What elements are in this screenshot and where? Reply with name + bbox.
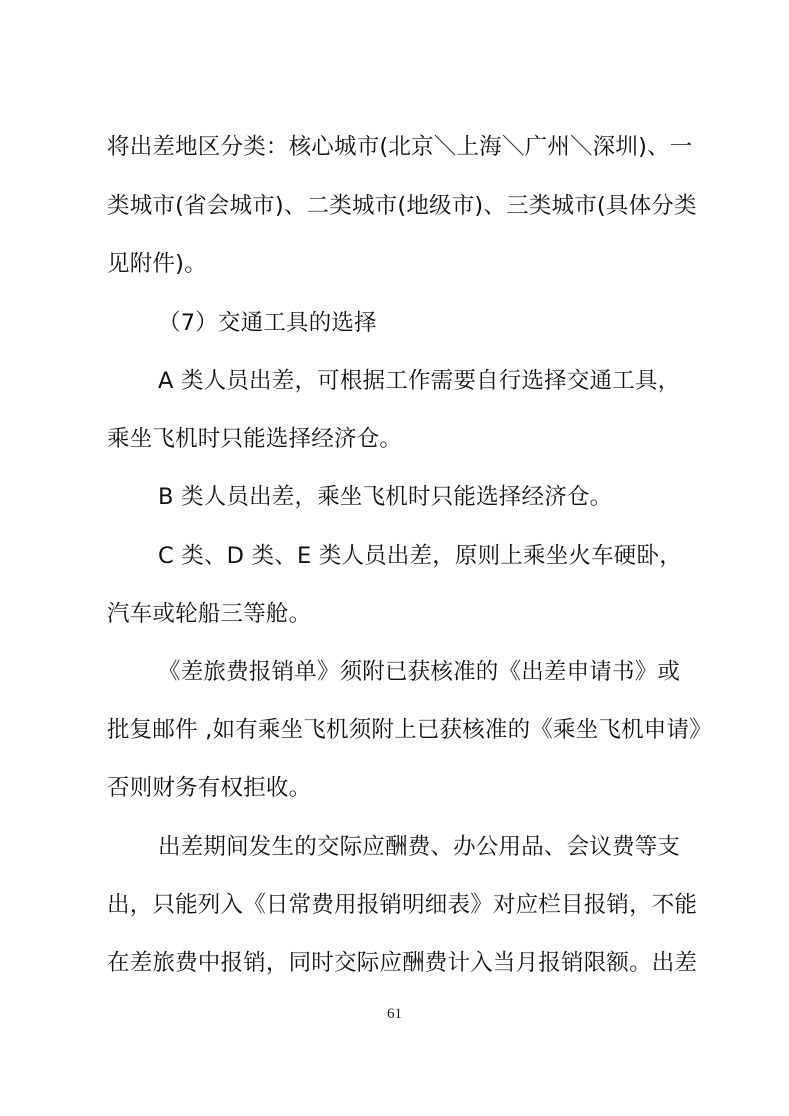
- text-line: B 类人员出差，乘坐飞机时只能选择经济仓。: [158, 484, 613, 510]
- text-line: C 类、D 类、E 类人员出差，原则上乘坐火车硬卧，: [158, 543, 682, 569]
- text-line: 乘坐飞机时只能选择经济仓。: [107, 426, 403, 452]
- text-line: 见附件)。: [107, 251, 207, 277]
- text-line: 《差旅费报销单》须附已获核准的《出差申请书》或: [158, 659, 681, 685]
- text-line: A 类人员出差，可根据工作需要自行选择交通工具，: [158, 368, 681, 394]
- text-line: 否则财务有权拒收。: [107, 775, 312, 801]
- section-heading: （7）交通工具的选择: [158, 310, 377, 336]
- text-line: 汽车或轮船三等舱。: [107, 601, 312, 627]
- text-line: 类城市(省会城市)、二类城市(地级市)、三类城市(具体分类: [107, 193, 697, 219]
- text-line: 出，只能列入《日常费用报销明细表》对应栏目报销，不能: [107, 892, 698, 918]
- text-line: 将出差地区分类：核心城市(北京＼上海＼广州＼深圳)、一: [107, 134, 693, 160]
- text-line: 出差期间发生的交际应酬费、办公用品、会议费等支: [158, 834, 681, 860]
- page-number: 61: [387, 1006, 402, 1022]
- text-line: 在差旅费中报销，同时交际应酬费计入当月报销限额。出差: [107, 950, 698, 976]
- text-line: 批复邮件 ,如有乘坐飞机须附上已获核准的《乘坐飞机申请》: [107, 717, 712, 743]
